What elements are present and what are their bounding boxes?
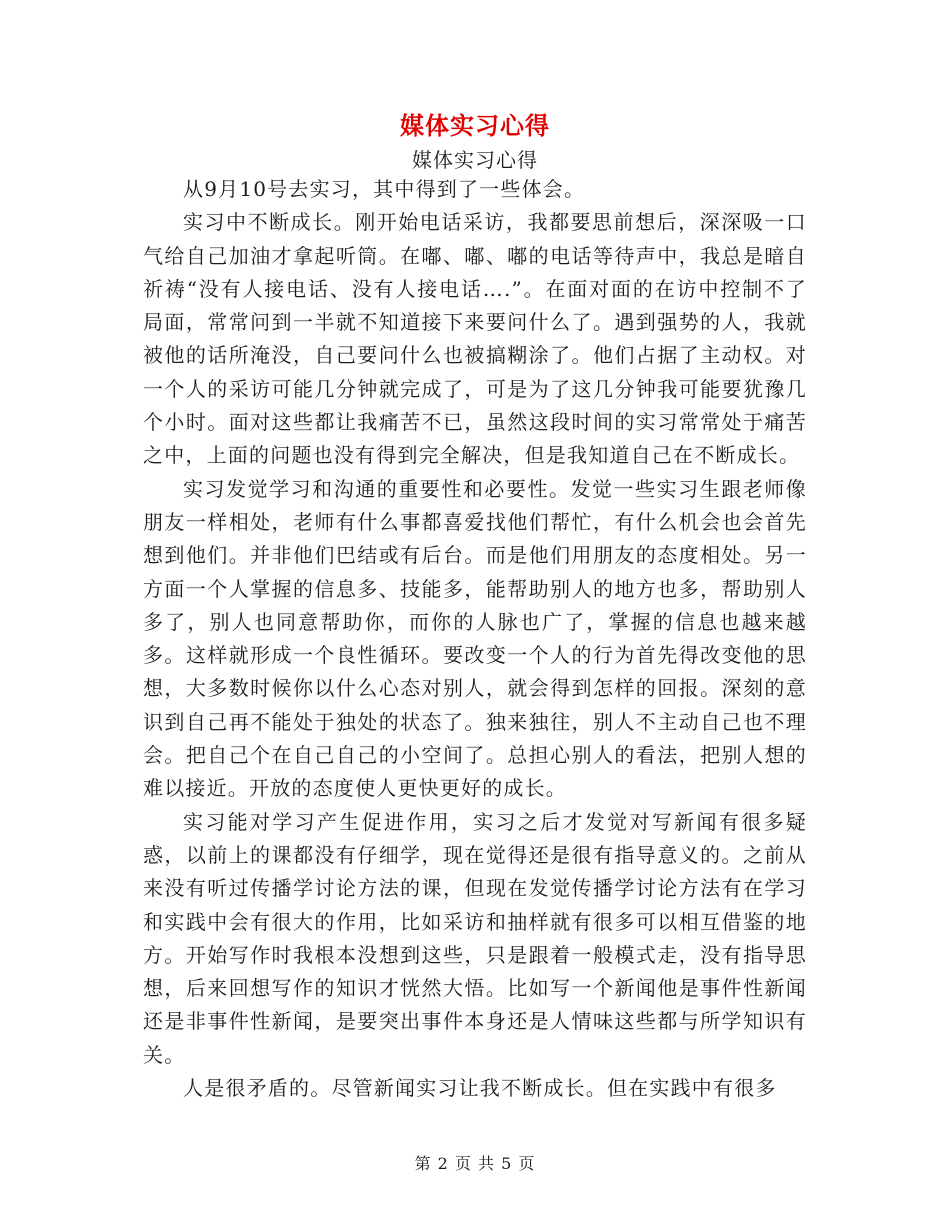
paragraph-contradiction: 人是很矛盾的。尽管新闻实习让我不断成长。但在实践中有很多: [183, 1076, 777, 1101]
page-footer: 第 2 页 共 5 页: [414, 1154, 536, 1173]
paragraph-learning: 实习能对学习产生促进作用，实习之后才发觉对写新闻有很多疑惑，以前上的课都没有仔细学，现在觉得还是很有指导意义的。之前从来没有听过传播学讨论方法的课，但现在发觉传播学讨论方法有在学习和实践中会有很大的作用，比如采访和抽样就有很多可以相互借鉴的地方。开始写作时我根本没想到这些，只是跟着一般模式走，没有指导思想，后来回想写作的知识才恍然大悟。比如写一个新闻他是事件性新闻还是非事件性新闻，是要突出事件本身还是人情味这些都与所学知识有关。: [143, 809, 807, 1067]
document-body: [143, 173, 807, 1105]
paragraph-intro: 从9月10号去实习，其中得到了一些体会。: [183, 177, 586, 201]
paragraph-communication: 实习发觉学习和沟通的重要性和必要性。发觉一些实习生跟老师像朋友一样相处，老师有什么事都喜爱找他们帮忙，有什么机会也会首先想到他们。并非他们巴结或有后台。而是他们用朋友的态度相处。另一方面一个人掌握的信息多、技能多，能帮助别人的地方也多，帮助别人多了，别人也同意帮助你，而你的人脉也广了，掌握的信息也越来越多。这样就形成一个良性循环。要改变一个人的行为首先得改变他的思想，大多数时候你以什么心态对别人，就会得到怎样的回报。深刻的意识到自己再不能处于独处的状态了。独来独往，别人不主动自己也不理会。把自己个在自己自己的小空间了。总担心别人的看法，把别人想的难以接近。开放的态度使人更快更好的成长。: [143, 476, 807, 801]
paragraph-growth: 实习中不断成长。刚开始电话采访，我都要思前想后，深深吸一口气给自己加油才拿起听筒。在嘟、嘟、嘟的电话等待声中，我总是暗自祈祷“没有人接电话、没有人接电话….”。在面对面的在访中控制不了局面，常常问到一半就不知道接下来要问什么了。遇到强势的人，我就被他的话所淹没，自己要问什么也被搞糊涂了。他们占据了主动权。对一个人的采访可能几分钟就完成了，可是为了这几分钟我可能要犹豫几个小时。面对这些都让我痛苦不已，虽然这段时间的实习常常处于痛苦之中，上面的问题也没有得到完全解决，但是我知道自己在不断成长。: [143, 210, 807, 468]
document-title: 媒体实习心得: [400, 111, 550, 140]
document-subtitle: 媒体实习心得: [412, 148, 538, 172]
